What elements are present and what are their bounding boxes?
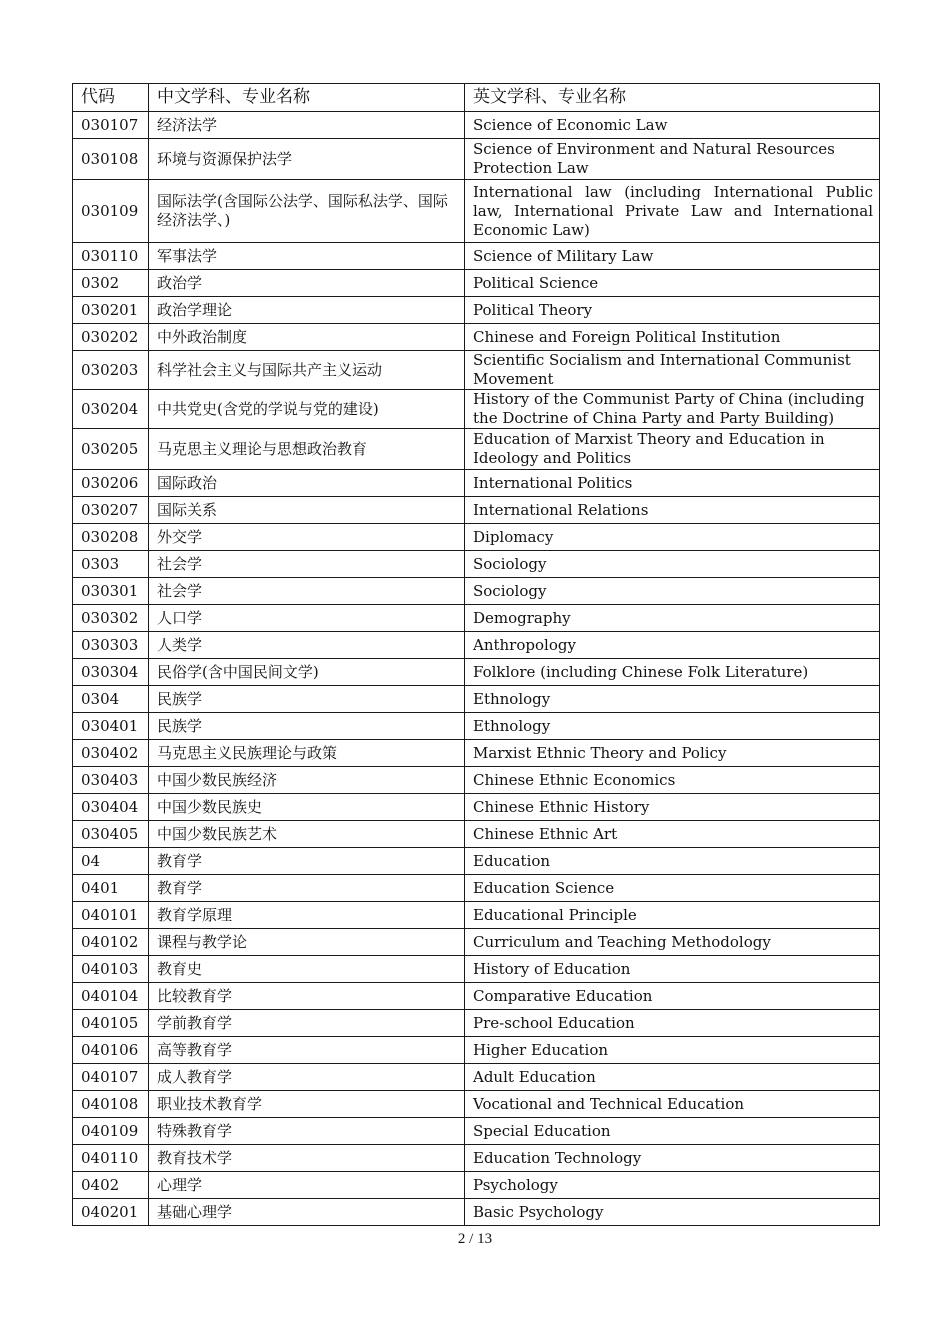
- table-row: [73, 686, 880, 713]
- subject-code-cell: 0303: [73, 551, 149, 578]
- english-name-cell: Sociology: [465, 551, 880, 578]
- table-row: [73, 390, 880, 429]
- chinese-name-cell: 外交学: [149, 524, 465, 551]
- chinese-name-cell: 教育学: [149, 848, 465, 875]
- chinese-name-cell: 民族学: [149, 686, 465, 713]
- table-row: [73, 1199, 880, 1226]
- table-row: [73, 297, 880, 324]
- table-row: [73, 551, 880, 578]
- chinese-name-cell: 人口学: [149, 605, 465, 632]
- table-row: [73, 902, 880, 929]
- subject-table: [72, 83, 880, 1226]
- subject-code-cell: 030205: [73, 429, 149, 470]
- subject-code-cell: 030109: [73, 180, 149, 243]
- chinese-name-cell: 经济法学: [149, 112, 465, 139]
- chinese-name-cell: 学前教育学: [149, 1010, 465, 1037]
- subject-code-cell: 030404: [73, 794, 149, 821]
- subject-code-cell: 040101: [73, 902, 149, 929]
- subject-code-cell: 0304: [73, 686, 149, 713]
- table-row: [73, 1010, 880, 1037]
- english-name-cell: Adult Education: [465, 1064, 880, 1091]
- table-row: [73, 740, 880, 767]
- english-name-cell: International Relations: [465, 497, 880, 524]
- chinese-name-cell: 课程与教学论: [149, 929, 465, 956]
- chinese-name-cell: 马克思主义理论与思想政治教育: [149, 429, 465, 470]
- header-chinese-name: 中文学科、专业名称: [149, 84, 465, 112]
- subject-code-cell: 040105: [73, 1010, 149, 1037]
- table-row: [73, 1091, 880, 1118]
- subject-code-cell: 030208: [73, 524, 149, 551]
- chinese-name-cell: 中国少数民族艺术: [149, 821, 465, 848]
- english-name-cell: Chinese Ethnic Economics: [465, 767, 880, 794]
- table-row: [73, 1037, 880, 1064]
- english-name-cell: Political Science: [465, 270, 880, 297]
- subject-code-cell: 0401: [73, 875, 149, 902]
- chinese-name-cell: 国际政治: [149, 470, 465, 497]
- chinese-name-cell: 国际法学(含国际公法学、国际私法学、国际经济法学、): [149, 180, 465, 243]
- subject-code-cell: 040109: [73, 1118, 149, 1145]
- chinese-name-cell: 基础心理学: [149, 1199, 465, 1226]
- english-name-cell: Folklore (including Chinese Folk Literature): [465, 659, 880, 686]
- table-row: [73, 956, 880, 983]
- chinese-name-cell: 成人教育学: [149, 1064, 465, 1091]
- chinese-name-cell: 中共党史(含党的学说与党的建设): [149, 390, 465, 429]
- english-name-cell: Ethnology: [465, 686, 880, 713]
- english-name-cell: Education Science: [465, 875, 880, 902]
- chinese-name-cell: 心理学: [149, 1172, 465, 1199]
- header-code: 代码: [73, 84, 149, 112]
- english-name-cell: Marxist Ethnic Theory and Policy: [465, 740, 880, 767]
- subject-code-cell: 030206: [73, 470, 149, 497]
- subject-code-cell: 030402: [73, 740, 149, 767]
- chinese-name-cell: 中国少数民族经济: [149, 767, 465, 794]
- english-name-cell: Scientific Socialism and International Communist Movement: [465, 351, 880, 390]
- table-row: [73, 794, 880, 821]
- table-row: [73, 929, 880, 956]
- english-name-cell: Educational Principle: [465, 902, 880, 929]
- subject-code-cell: 030207: [73, 497, 149, 524]
- table-row: [73, 821, 880, 848]
- table-row: [73, 270, 880, 297]
- chinese-name-cell: 高等教育学: [149, 1037, 465, 1064]
- chinese-name-cell: 民俗学(含中国民间文学): [149, 659, 465, 686]
- table-header-row: [73, 84, 880, 112]
- table-row: [73, 429, 880, 470]
- chinese-name-cell: 环境与资源保护法学: [149, 139, 465, 180]
- english-name-cell: Diplomacy: [465, 524, 880, 551]
- chinese-name-cell: 军事法学: [149, 243, 465, 270]
- english-name-cell: Psychology: [465, 1172, 880, 1199]
- subject-code-cell: 040104: [73, 983, 149, 1010]
- subject-code-cell: 040107: [73, 1064, 149, 1091]
- chinese-name-cell: 中外政治制度: [149, 324, 465, 351]
- subject-code-cell: 030107: [73, 112, 149, 139]
- english-name-cell: Science of Environment and Natural Resources Protection Law: [465, 139, 880, 180]
- english-name-cell: History of the Communist Party of China (including the Doctrine of China Party and Party Building): [465, 390, 880, 429]
- subject-code-cell: 030202: [73, 324, 149, 351]
- table-row: [73, 351, 880, 390]
- table-row: [73, 139, 880, 180]
- table-row: [73, 875, 880, 902]
- subject-code-cell: 040108: [73, 1091, 149, 1118]
- subject-code-cell: 030203: [73, 351, 149, 390]
- chinese-name-cell: 政治学理论: [149, 297, 465, 324]
- subject-code-cell: 030303: [73, 632, 149, 659]
- table-row: [73, 497, 880, 524]
- english-name-cell: Sociology: [465, 578, 880, 605]
- chinese-name-cell: 民族学: [149, 713, 465, 740]
- english-name-cell: History of Education: [465, 956, 880, 983]
- subject-code-cell: 030201: [73, 297, 149, 324]
- chinese-name-cell: 政治学: [149, 270, 465, 297]
- header-english-name: 英文学科、专业名称: [465, 84, 880, 112]
- english-name-cell: Comparative Education: [465, 983, 880, 1010]
- table-row: [73, 1118, 880, 1145]
- table-row: [73, 1145, 880, 1172]
- subject-code-cell: 04: [73, 848, 149, 875]
- english-name-cell: Anthropology: [465, 632, 880, 659]
- english-name-cell: Education Technology: [465, 1145, 880, 1172]
- subject-code-cell: 040102: [73, 929, 149, 956]
- table-row: [73, 605, 880, 632]
- chinese-name-cell: 特殊教育学: [149, 1118, 465, 1145]
- table-row: [73, 524, 880, 551]
- chinese-name-cell: 教育学原理: [149, 902, 465, 929]
- english-name-cell: International law (including International Public law, International Private Law and International Economic Law): [465, 180, 880, 243]
- chinese-name-cell: 教育学: [149, 875, 465, 902]
- english-name-cell: Basic Psychology: [465, 1199, 880, 1226]
- english-name-cell: Ethnology: [465, 713, 880, 740]
- subject-code-cell: 030302: [73, 605, 149, 632]
- chinese-name-cell: 教育技术学: [149, 1145, 465, 1172]
- english-name-cell: Vocational and Technical Education: [465, 1091, 880, 1118]
- table-row: [73, 983, 880, 1010]
- chinese-name-cell: 比较教育学: [149, 983, 465, 1010]
- subject-code-cell: 0302: [73, 270, 149, 297]
- english-name-cell: Chinese Ethnic Art: [465, 821, 880, 848]
- chinese-name-cell: 社会学: [149, 551, 465, 578]
- chinese-name-cell: 人类学: [149, 632, 465, 659]
- chinese-name-cell: 职业技术教育学: [149, 1091, 465, 1118]
- subject-code-cell: 030204: [73, 390, 149, 429]
- subject-code-cell: 030405: [73, 821, 149, 848]
- table-row: [73, 324, 880, 351]
- english-name-cell: Science of Economic Law: [465, 112, 880, 139]
- subject-code-cell: 030304: [73, 659, 149, 686]
- english-name-cell: Chinese and Foreign Political Institution: [465, 324, 880, 351]
- table-row: [73, 1064, 880, 1091]
- subject-code-cell: 030401: [73, 713, 149, 740]
- chinese-name-cell: 中国少数民族史: [149, 794, 465, 821]
- english-name-cell: Education of Marxist Theory and Education in Ideology and Politics: [465, 429, 880, 470]
- subject-code-cell: 040106: [73, 1037, 149, 1064]
- table-row: [73, 112, 880, 139]
- english-name-cell: Political Theory: [465, 297, 880, 324]
- english-name-cell: Pre-school Education: [465, 1010, 880, 1037]
- chinese-name-cell: 马克思主义民族理论与政策: [149, 740, 465, 767]
- chinese-name-cell: 教育史: [149, 956, 465, 983]
- table-row: [73, 1172, 880, 1199]
- english-name-cell: Curriculum and Teaching Methodology: [465, 929, 880, 956]
- table-row: [73, 848, 880, 875]
- subject-code-cell: 030110: [73, 243, 149, 270]
- table-row: [73, 767, 880, 794]
- table-row: [73, 578, 880, 605]
- page-number: 2 / 13: [457, 1231, 493, 1247]
- subject-code-cell: 030108: [73, 139, 149, 180]
- table-body: [73, 112, 880, 1226]
- table-row: [73, 713, 880, 740]
- english-name-cell: Science of Military Law: [465, 243, 880, 270]
- chinese-name-cell: 社会学: [149, 578, 465, 605]
- table-row: [73, 243, 880, 270]
- english-name-cell: International Politics: [465, 470, 880, 497]
- table-row: [73, 659, 880, 686]
- subject-code-cell: 040110: [73, 1145, 149, 1172]
- subject-code-cell: 030403: [73, 767, 149, 794]
- english-name-cell: Higher Education: [465, 1037, 880, 1064]
- subject-code-cell: 0402: [73, 1172, 149, 1199]
- subject-code-cell: 040103: [73, 956, 149, 983]
- english-name-cell: Demography: [465, 605, 880, 632]
- english-name-cell: Education: [465, 848, 880, 875]
- chinese-name-cell: 国际关系: [149, 497, 465, 524]
- subject-code-cell: 030301: [73, 578, 149, 605]
- english-name-cell: Special Education: [465, 1118, 880, 1145]
- table-row: [73, 180, 880, 243]
- table-row: [73, 470, 880, 497]
- chinese-name-cell: 科学社会主义与国际共产主义运动: [149, 351, 465, 390]
- table-row: [73, 632, 880, 659]
- subject-code-cell: 040201: [73, 1199, 149, 1226]
- english-name-cell: Chinese Ethnic History: [465, 794, 880, 821]
